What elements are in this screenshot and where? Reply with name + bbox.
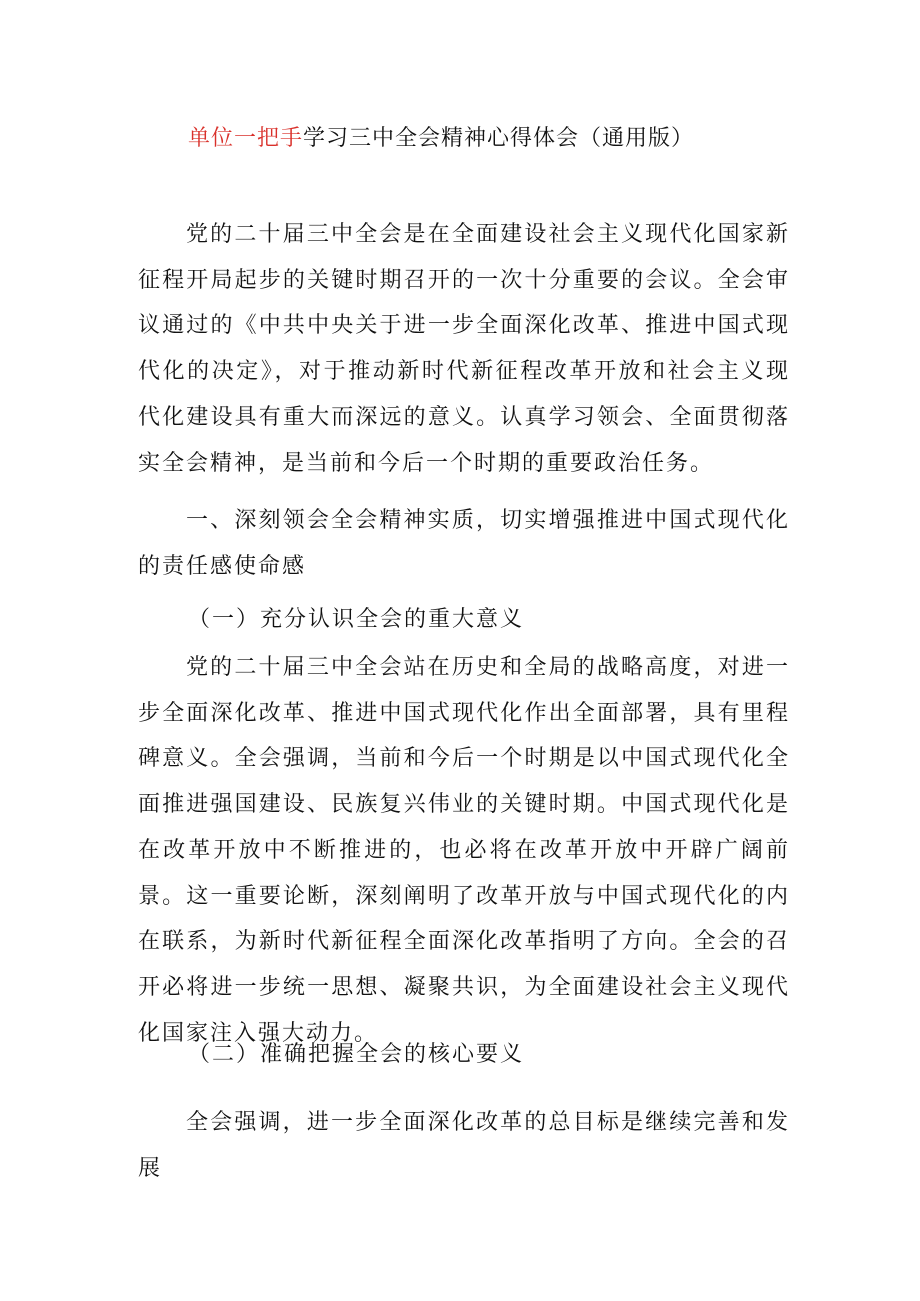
paragraph-intro: 党的二十届三中全会是在全面建设社会主义现代化国家新征程开局起步的关键时期召开的一次十分重要的会议。全会审议通过的《中共中央关于进一步全面深化改革、推进中国式现代化的决定》，对于推动新时代新征程改革开放和社会主义现代化建设具有重大而深远的意义。认真学习领会、全面贯彻落实全会精神，是当前和今后一个时期的重要政治任务。 <box>138 222 790 476</box>
title-rest: 学习三中全会精神心得体会（通用版） <box>303 126 695 151</box>
title-highlight: 单位一把手 <box>188 126 304 151</box>
subsection-heading-1: （一）充分认识全会的重大意义 <box>188 607 525 632</box>
section-heading-1: 一、深刻领会全会精神实质，切实增强推进中国式现代化的责任感使命感 <box>138 508 790 579</box>
document-title <box>188 122 694 156</box>
subsection-heading-2: （二）准确把握全会的核心要义 <box>188 1042 525 1067</box>
paragraph-core: 全会强调，进一步全面深化改革的总目标是继续完善和发展 <box>138 1110 790 1181</box>
paragraph-significance: 党的二十届三中全会站在历史和全局的战略高度，对进一步全面深化改革、推进中国式现代化作出全面部署，具有里程碑意义。全会强调，当前和今后一个时期是以中国式现代化全面推进强国建设、民族复兴伟业的关键时期。中国式现代化是在改革开放中不断推进的，也必将在改革开放中开辟广阔前景。这一重要论断，深刻阐明了改革开放与中国式现代化的内在联系，为新时代新征程全面深化改革指明了方向。全会的召开必将进一步统一思想、凝聚共识，为全面建设社会主义现代化国家注入强大动力。 <box>138 655 790 1046</box>
